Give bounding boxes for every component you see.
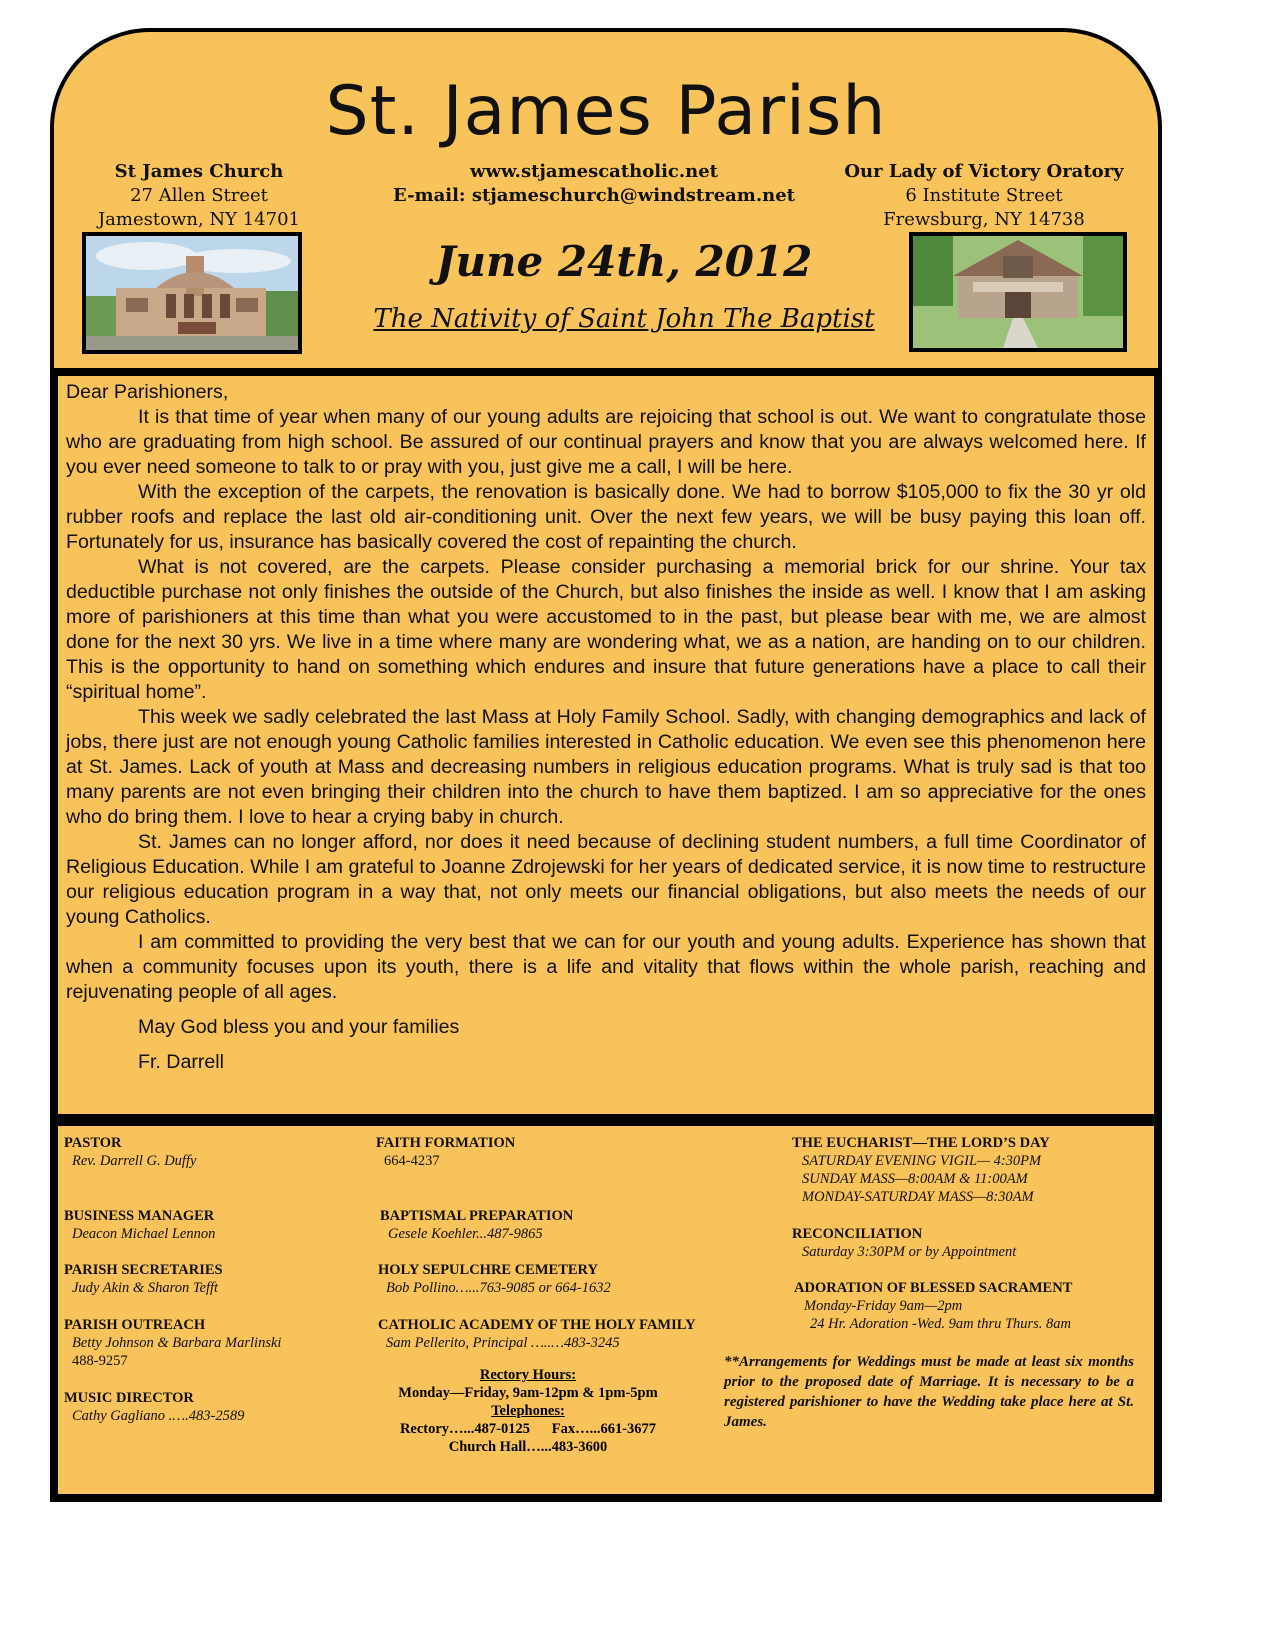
letter-paragraph: St. James can no longer afford, nor does it need because of declining student numbers, a full time Coordinator of Religious Education. While I am grateful to Joanne Zdrojewski for her years of dedicated service, it is now time to restructure our religious education program in a way that, not only meets our financial obligations, but also meets the needs of our young Catholics. [66,831,1146,928]
mass-time: MONDAY-SATURDAY MASS—8:30AM [802,1189,1034,1205]
baptismal-entry [380,1207,740,1243]
letter-blessing: May God bless you and your families [138,1016,460,1038]
oratory-address [824,160,1144,232]
letter-paragraph: This week we sadly celebrated the last Mass at Holy Family School. Sadly, with changing demographics and lack of jobs, there just are not enough young Catholic families interested in Catholic education. We even see this phenomenon here at St. James. Lack of youth at Mass and decreasing numbers in religious education programs. What is truly sad is that too many parents are not even bringing their children into the church to have them baptized. I am so appreciative for the ones who do bring them. I love to hear a crying baby in church. [66,706,1146,828]
entry-heading: RECONCILIATION [792,1226,923,1242]
letter-signature: Fr. Darrell [138,1051,224,1073]
letter-paragraph: What is not covered, are the carpets. Please consider purchasing a memorial brick for our shrine. Your tax deductible purchase not only finishes the outside of the Church, but also finishes the inside as well. I know that I am asking more of parishioners at this time than what you were accustomed to in the past, but please bear with me, we are almost done for the next 30 yrs. We live in a time where many are wondering what, we as a nation, are handing on to our children. This is the opportunity to hand on something which endures and insure that future generations have a place to call their “spiritual home”. [66,556,1146,703]
entry-detail: 24 Hr. Adoration -Wed. 9am thru Thurs. 8am [810,1316,1072,1332]
entry-heading: HOLY SEPULCHRE CEMETERY [378,1262,598,1278]
entry-detail: Gesele Koehler...487-9865 [388,1226,543,1242]
entry-heading: CATHOLIC ACADEMY OF THE HOLY FAMILY [378,1317,696,1333]
church-city: Jamestown, NY 14701 [97,209,301,230]
mass-time: SUNDAY MASS—8:00AM & 11:00AM [802,1171,1028,1187]
parish-title: St. James Parish [325,72,887,151]
entry-heading: PASTOR [64,1135,122,1151]
bulletin-page [50,28,1162,1578]
website-link[interactable]: www.stjamescatholic.net [470,161,718,182]
church-street: 27 Allen Street [130,185,268,206]
entry-detail: Sam Pellerito, Principal …..…483-3245 [386,1335,620,1351]
academy-entry [378,1316,738,1352]
bulletin-date: June 24th, 2012 [435,237,813,286]
church-name: St James Church [114,161,284,182]
entry-heading: FAITH FORMATION [376,1135,516,1151]
entry-detail: Judy Akin & Sharon Tefft [72,1280,219,1296]
entry-detail: Deacon Michael Lennon [72,1226,216,1242]
entry-phone: 488-9257 [72,1353,128,1369]
oratory-city: Frewsburg, NY 14738 [883,209,1085,230]
entry-heading: ADORATION OF BLESSED SACRAMENT [794,1280,1073,1296]
rectory-hours-label: Rectory Hours: [479,1367,577,1383]
entry-detail: Rev. Darrell G. Duffy [72,1153,197,1169]
outreach-entry [64,1316,424,1370]
entry-detail: 664-4237 [384,1153,440,1169]
wedding-note: **Arrangements for Weddings must be made at least six months prior to the proposed date of Marriage. It is necessary to be a registered parishioner to have the Wedding take place here at St. James. [724,1354,1134,1430]
oratory-street: 6 Institute Street [905,185,1063,206]
pastor-entry [64,1134,424,1170]
entry-detail: Betty Johnson & Barbara Marlinski [72,1335,282,1351]
entry-heading: BUSINESS MANAGER [64,1208,215,1224]
entry-heading: MUSIC DIRECTOR [64,1390,194,1406]
faith-entry [376,1134,736,1170]
pastor-letter [50,368,1162,1122]
rectory-hours: Monday—Friday, 9am-12pm & 1pm-5pm [398,1385,658,1401]
entry-detail: Saturday 3:30PM or by Appointment [802,1244,1017,1260]
eucharist-entry [792,1134,1152,1206]
church-address [74,160,324,232]
cemetery-entry [378,1261,738,1297]
letter-greeting: Dear Parishioners, [66,381,229,403]
mass-time: SATURDAY EVENING VIGIL— 4:30PM [802,1153,1042,1169]
adoration-entry [794,1279,1154,1333]
letter-paragraph: I am committed to providing the very best that we can for our youth and young adults. Experience has shown that when a community focuses upon its youth, there is a life and vitality that flows within the whole parish, reaching and rejuvenating people of all ages. [66,931,1146,1003]
entry-heading: THE EUCHARIST—THE LORD’S DAY [792,1135,1050,1151]
entry-detail: Cathy Gagliano .….483-2589 [72,1408,245,1424]
oratory-illustration [909,232,1127,352]
masthead [50,28,1162,384]
feast-title: The Nativity of Saint John The Baptist [373,304,875,334]
letter-paragraph: With the exception of the carpets, the renovation is basically done. We had to borrow $105,000 to fix the 30 yr old rubber roofs and replace the last old air-conditioning unit. Over the next few years, we will be busy paying this loan off. Fortunately for us, insurance has basically covered the cost of repainting the church. [66,481,1146,553]
oratory-name: Our Lady of Victory Oratory [844,161,1124,182]
telephone-numbers: Rectory…...487-0125 Fax…...661-3677 [399,1421,657,1437]
entry-detail: Bob Pollino…...763-9085 or 664-1632 [386,1280,611,1296]
email-link[interactable]: E-mail: stjameschurch@windstream.net [393,185,795,206]
contact-info [374,160,814,208]
letter-paragraph: It is that time of year when many of our young adults are rejoicing that school is out. We want to congratulate those who are graduating from high school. Be assured of our continual prayers and know that you are always welcomed here. If you ever need someone to talk to or pray with you, just give me a call, I will be here. [66,406,1146,478]
telephones-label: Telephones: [491,1403,565,1419]
secretaries-entry [64,1261,424,1297]
entry-heading: PARISH OUTREACH [64,1317,206,1333]
entry-heading: BAPTISMAL PREPARATION [380,1208,574,1224]
church-illustration [82,232,302,354]
entry-heading: PARISH SECRETARIES [64,1262,223,1278]
music-entry [64,1389,424,1425]
rectory-info [378,1366,678,1456]
reconciliation-entry [792,1225,1152,1261]
church-hall-phone: Church Hall…...483-3600 [448,1439,608,1455]
business-entry [64,1207,424,1243]
parish-directory [50,1118,1162,1502]
entry-detail: Monday-Friday 9am—2pm [804,1298,963,1314]
